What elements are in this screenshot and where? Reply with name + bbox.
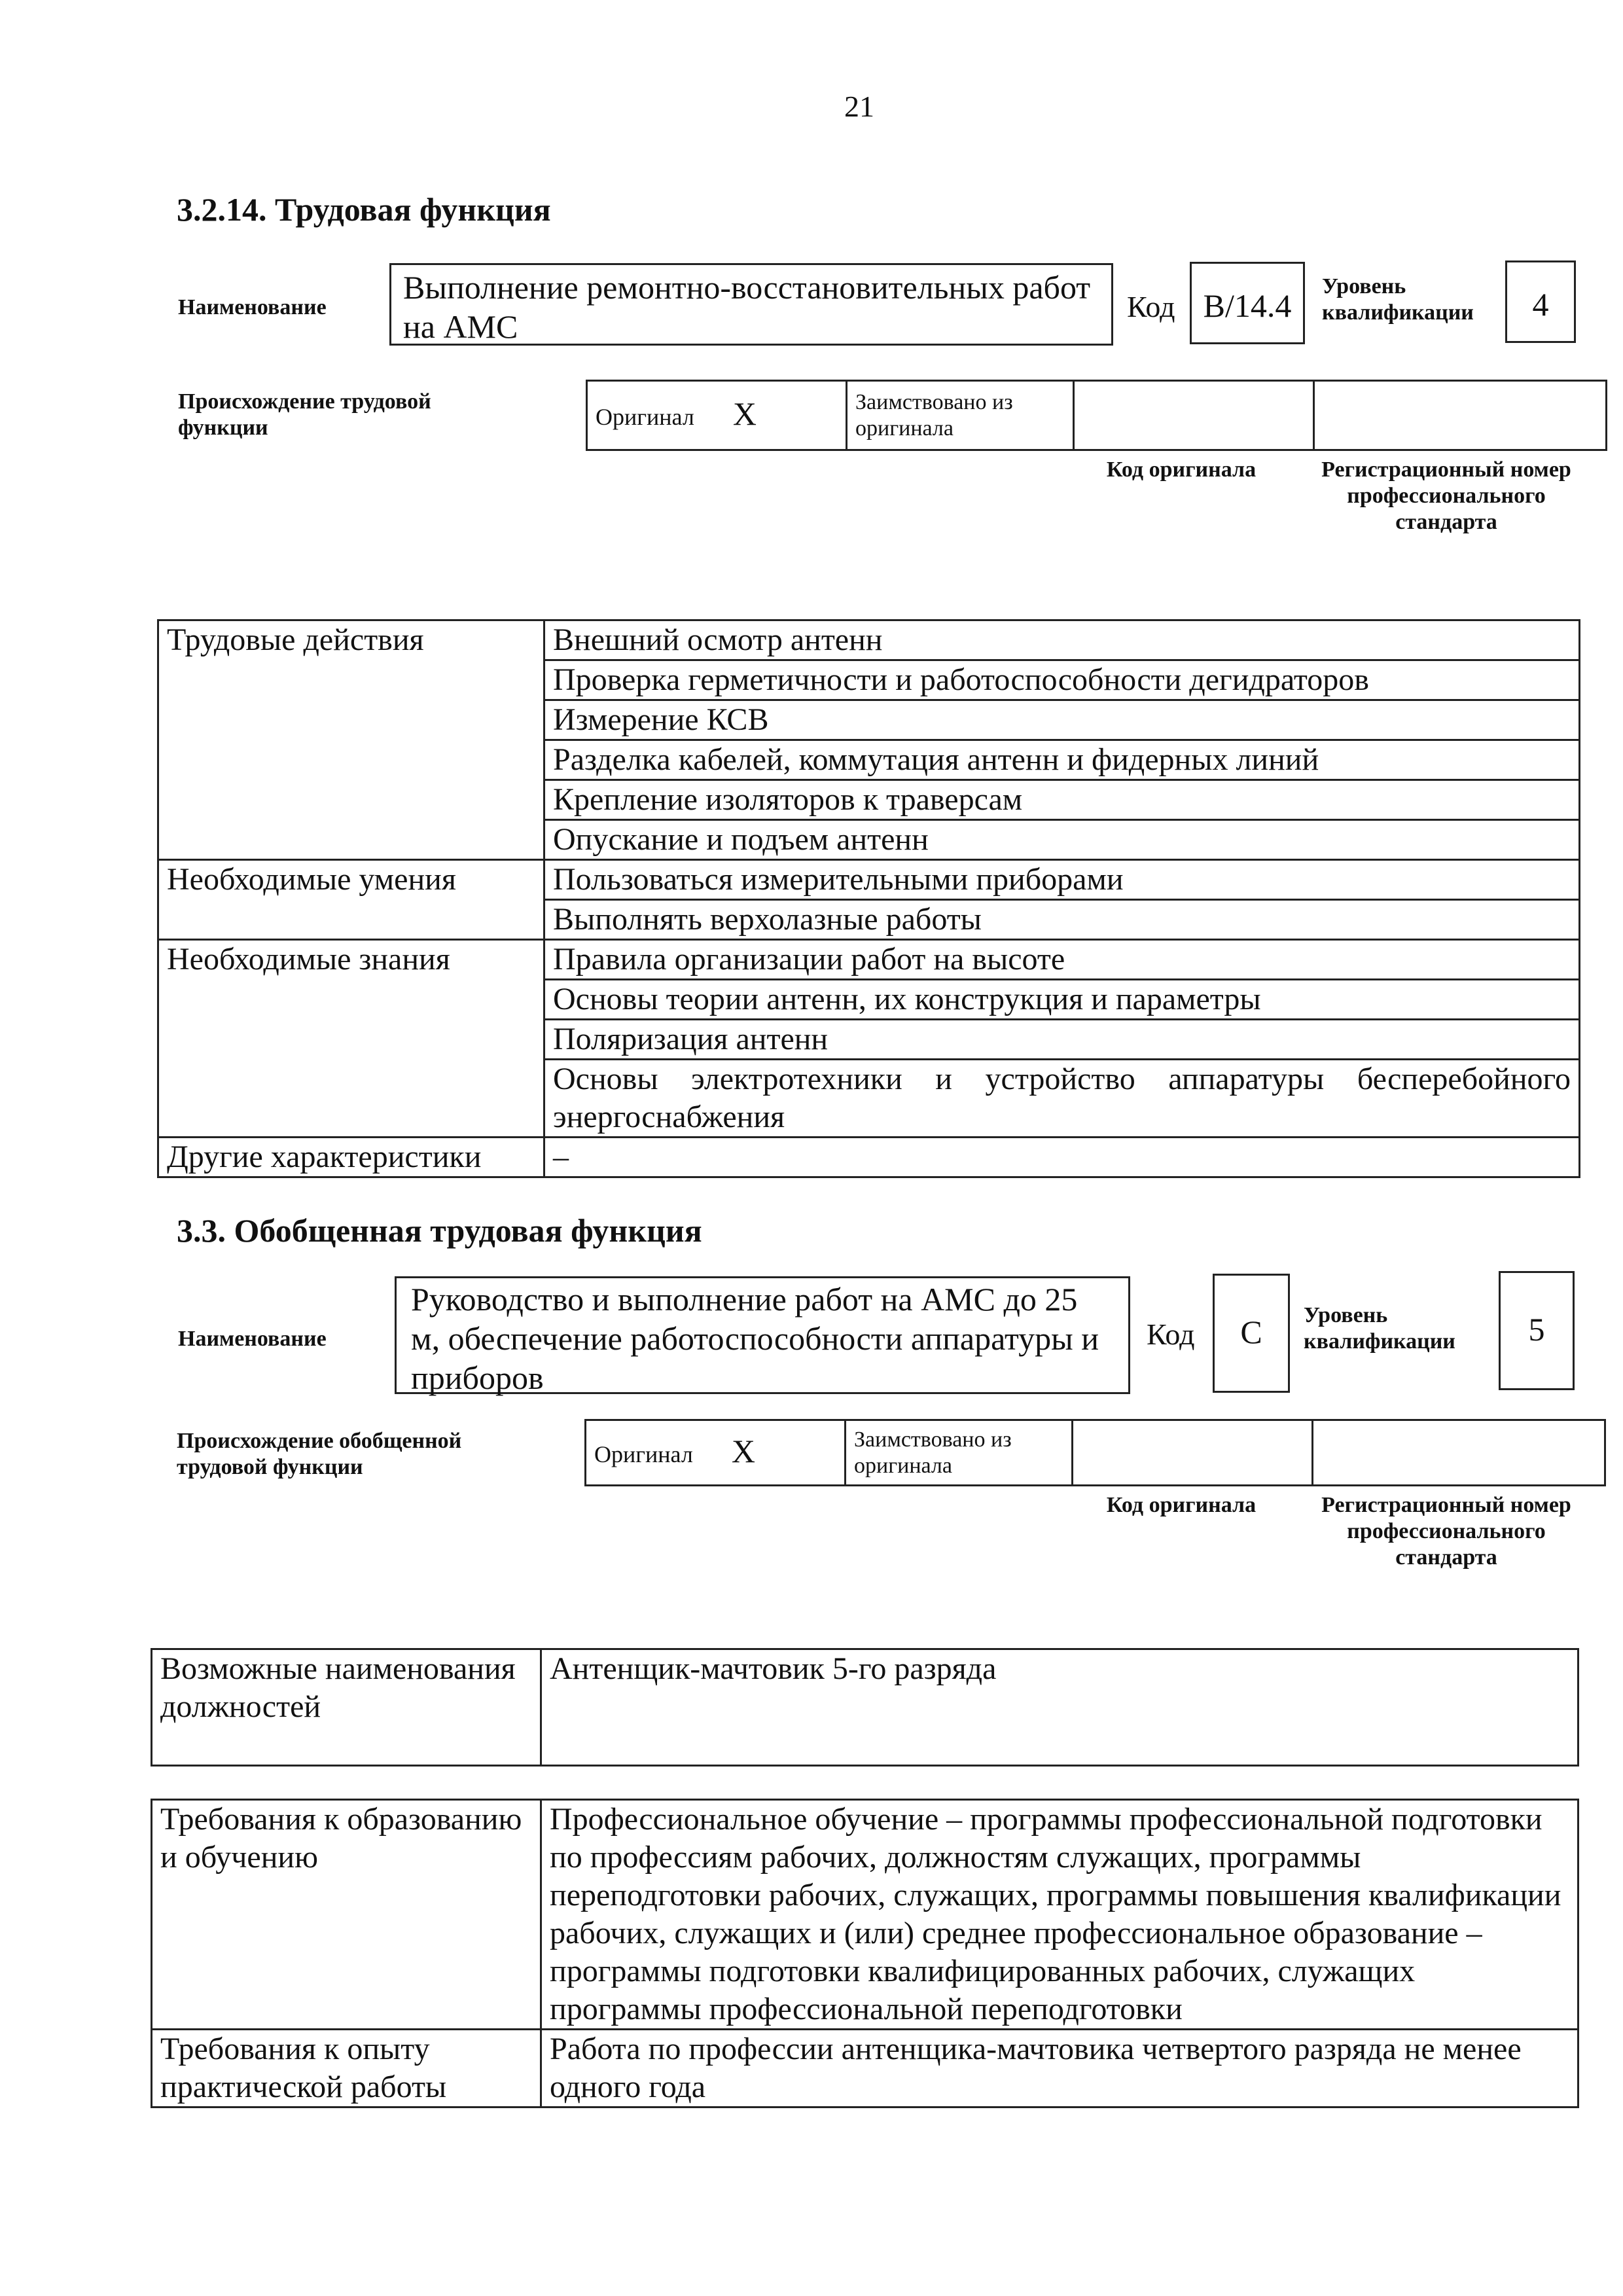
row-label: Необходимые знания bbox=[158, 940, 544, 1138]
code-original-label: Код оригинала bbox=[1106, 457, 1257, 482]
original-cell bbox=[587, 381, 847, 450]
table-cell: Опускание и подъем антенн bbox=[544, 820, 1580, 860]
experience-label: Требования к опыту практической работы bbox=[152, 2030, 541, 2108]
origin-table bbox=[586, 380, 1607, 451]
code-value-box bbox=[1190, 262, 1305, 344]
table-cell: Правила организации работ на высоте bbox=[544, 940, 1580, 980]
positions-label: Возможные наименования должностей bbox=[152, 1649, 541, 1766]
origin-label: Происхождение трудовой функции bbox=[178, 389, 431, 440]
reg-number-cell bbox=[1314, 381, 1607, 450]
table-cell: Основы электротехники и устройство аппаратуры бесперебойного энергоснабжения bbox=[544, 1060, 1580, 1138]
row-label: Трудовые действия bbox=[158, 620, 544, 860]
borrowed-cell: Заимствовано из оригинала bbox=[846, 1420, 1073, 1486]
level-value: 5 bbox=[1528, 1311, 1545, 1348]
code-label: Код bbox=[1127, 290, 1175, 323]
level-value-box bbox=[1499, 1271, 1575, 1390]
table-cell: Основы теории антенн, их конструкция и параметры bbox=[544, 980, 1580, 1020]
row-label: Необходимые умения bbox=[158, 860, 544, 940]
positions-table bbox=[151, 1648, 1579, 1767]
requirements-table bbox=[151, 1799, 1579, 2108]
section-heading: 3.3. Обобщенная трудовая функция bbox=[177, 1212, 702, 1249]
table-cell: Измерение КСВ bbox=[544, 700, 1580, 740]
row-label: Другие характеристики bbox=[158, 1138, 544, 1177]
name-value: Руководство и выполнение работ на АМС до 25 м, обеспечение работоспособности аппаратуры и приборов bbox=[411, 1281, 1099, 1396]
original-label: Оригинал bbox=[596, 404, 694, 430]
level-value-box bbox=[1505, 260, 1576, 343]
table-cell: Крепление изоляторов к траверсам bbox=[544, 780, 1580, 820]
level-label: Уровень квалификации bbox=[1304, 1303, 1455, 1354]
code-original-cell bbox=[1073, 1420, 1313, 1486]
name-value-box bbox=[395, 1276, 1130, 1394]
borrowed-cell: Заимствовано из оригинала bbox=[847, 381, 1074, 450]
original-label: Оригинал bbox=[594, 1441, 693, 1467]
code-original-cell bbox=[1074, 381, 1314, 450]
page-number: 21 bbox=[844, 90, 874, 123]
code-value-box bbox=[1213, 1274, 1290, 1393]
level-label: Уровень квалификации bbox=[1322, 274, 1474, 325]
code-value: С bbox=[1240, 1314, 1262, 1350]
name-value: Выполнение ремонтно-восстановительных работ на АМС bbox=[403, 269, 1091, 345]
table-cell: Проверка герметичности и работоспособности дегидраторов bbox=[544, 660, 1580, 700]
reg-number-cell bbox=[1313, 1420, 1605, 1486]
code-original-label: Код оригинала bbox=[1106, 1493, 1257, 1517]
original-mark: X bbox=[731, 1433, 755, 1469]
reg-number-label: Регистрационный номер профессионального стандарта bbox=[1321, 1493, 1571, 1570]
code-value: В/14.4 bbox=[1203, 287, 1292, 324]
education-label: Требования к образованию и обучению bbox=[152, 1800, 541, 2030]
education-value: Профессиональное обучение – программы профессиональной подготовки по профессиям рабочих, должностям служащих, программы переподготовки рабочих, служащих, программы повышения квалификации рабочих, служащих и (или) среднее профессиональное образование – программы подготовки квалифицированных рабочих, служащих программы профессиональной переподготовки bbox=[541, 1800, 1578, 2030]
table-cell: Разделка кабелей, коммутация антенн и фидерных линий bbox=[544, 740, 1580, 780]
name-value-box bbox=[389, 263, 1113, 346]
section-heading: 3.2.14. Трудовая функция bbox=[177, 191, 551, 228]
table-cell: Внешний осмотр антенн bbox=[544, 620, 1580, 660]
table-cell: – bbox=[544, 1138, 1580, 1177]
origin-label: Происхождение обобщенной трудовой функции bbox=[177, 1429, 462, 1479]
original-mark: X bbox=[732, 395, 757, 432]
original-cell bbox=[586, 1420, 846, 1486]
positions-value: Антенщик-мачтовик 5-го разряда bbox=[541, 1649, 1578, 1766]
labor-functions-table bbox=[157, 619, 1580, 1178]
reg-number-label: Регистрационный номер профессионального стандарта bbox=[1321, 457, 1571, 534]
experience-value: Работа по профессии антенщика-мачтовика четвертого разряда не менее одного года bbox=[541, 2030, 1578, 2108]
table-cell: Пользоваться измерительными приборами bbox=[544, 860, 1580, 900]
origin-table bbox=[584, 1419, 1606, 1486]
level-value: 4 bbox=[1532, 286, 1549, 323]
name-label: Наименование bbox=[178, 1327, 327, 1351]
table-cell: Выполнять верхолазные работы bbox=[544, 900, 1580, 940]
table-cell: Поляризация антенн bbox=[544, 1020, 1580, 1060]
code-label: Код bbox=[1147, 1318, 1195, 1351]
name-label: Наименование bbox=[178, 295, 327, 319]
